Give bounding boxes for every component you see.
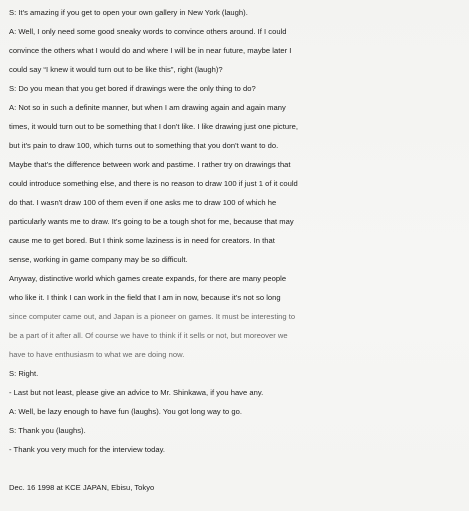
text-line: be a part of it after all. Of course we have to think if it sells or not, but moreover we	[9, 331, 288, 340]
text-line: convince the others what I would do and where I will be in near future, maybe later I	[9, 46, 292, 55]
text-line: A: Well, be lazy enough to have fun (laughs). You got long way to go.	[9, 407, 243, 416]
text-line: S: It's amazing if you get to open your own gallery in New York (laugh).	[9, 8, 248, 17]
text-line: sense, working in game company may be so difficult.	[9, 255, 188, 264]
text-line: could say “I knew it would turn out to be like this”, right (laugh)?	[9, 65, 223, 74]
text-line: Maybe that's the difference between work and pastime. I rather try on drawings that	[9, 160, 291, 169]
dateline: Dec. 16 1998 at KCE JAPAN, Ebisu, Tokyo	[9, 483, 155, 492]
text-line: have to have enthusiasm to what we are doing now.	[9, 350, 185, 359]
text-line: who like it. I think I can work in the field that I am in now, because it's not so long	[9, 293, 281, 302]
text-line: A: Well, I only need some good sneaky words to convince others around. If I could	[9, 27, 287, 36]
text-line: since computer came out, and Japan is a pioneer on games. It must be interesting to	[9, 312, 296, 321]
text-line: times, it would turn out to be something that I don't like. I like drawing just one picture,	[9, 122, 299, 131]
text-line: could introduce something else, and there is no reason to draw 100 if just 1 of it could	[9, 179, 298, 188]
text-line: do that. I wasn't draw 100 of them even if one asks me to draw 100 of which he	[9, 198, 277, 207]
text-line: S: Thank you (laughs).	[9, 426, 86, 435]
text-line: but it's pain to draw 100, which turns out to something that you don't want to do.	[9, 141, 279, 150]
text-line: - Last but not least, please give an advice to Mr. Shinkawa, if you have any.	[9, 388, 264, 397]
text-line: Anyway, distinctive world which games create expands, for there are many people	[9, 274, 287, 283]
interview-text	[9, 3, 464, 497]
text-line: - Thank you very much for the interview today.	[9, 445, 165, 454]
text-line: S: Do you mean that you get bored if drawings were the only thing to do?	[9, 84, 256, 93]
text-line: cause me to get bored. But I think some laziness is in need for creators. In that	[9, 236, 275, 245]
paragraph-gap	[9, 459, 464, 478]
text-line: A: Not so in such a definite manner, but when I am drawing again and again many	[9, 103, 286, 112]
text-line: S: Right.	[9, 369, 39, 378]
text-line: particularly wants me to draw. It's going to be a tough shot for me, because that may	[9, 217, 294, 226]
